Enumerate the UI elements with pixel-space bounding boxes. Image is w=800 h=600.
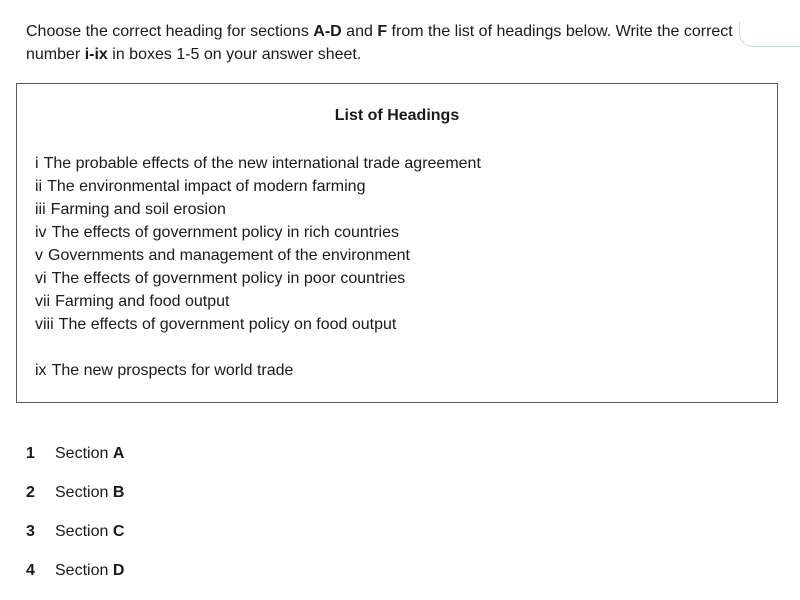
heading-text: Governments and management of the environment <box>48 247 410 264</box>
answer-section-letter: D <box>112 562 125 579</box>
heading-item <box>35 267 481 290</box>
headings-box-title: List of Headings <box>334 107 460 124</box>
answer-item <box>26 483 124 522</box>
heading-item <box>35 313 481 336</box>
heading-text: The new prospects for world trade <box>51 362 294 379</box>
answer-section-prefix: Section <box>55 484 113 501</box>
heading-text: Farming and soil erosion <box>50 201 226 218</box>
answer-section-prefix: Section <box>55 445 113 462</box>
heading-text: The effects of government policy on food output <box>58 316 397 333</box>
answer-section-letter: C <box>112 523 125 540</box>
answer-section-letter: A <box>112 445 125 462</box>
answer-item <box>26 522 124 561</box>
instructions-part-1: Choose the correct heading for sections <box>26 23 314 40</box>
headings-box <box>16 83 778 403</box>
heading-item <box>35 152 481 175</box>
heading-item <box>35 175 481 198</box>
heading-numeral: i <box>35 155 39 172</box>
page-corner-decoration <box>739 22 800 47</box>
heading-item <box>35 244 481 267</box>
heading-numeral: vi <box>35 270 47 287</box>
answer-section-prefix: Section <box>55 523 113 540</box>
heading-numeral: viii <box>35 316 54 333</box>
answer-number: 3 <box>26 523 35 540</box>
heading-numeral: ix <box>35 362 47 379</box>
heading-numeral: v <box>35 247 43 264</box>
heading-text: The environmental impact of modern farming <box>47 178 366 195</box>
heading-item <box>35 290 481 313</box>
answer-section-letter: B <box>112 484 125 501</box>
heading-numeral: iv <box>35 224 47 241</box>
instructions-part-2: and <box>341 23 378 40</box>
heading-item <box>35 221 481 244</box>
heading-numeral: vii <box>35 293 51 310</box>
instructions-sections-range: A-D <box>313 23 342 40</box>
answer-item <box>26 444 124 483</box>
answer-section-prefix: Section <box>55 562 113 579</box>
instructions-number-range: i-ix <box>84 46 108 63</box>
heading-text: The effects of government policy in rich countries <box>51 224 399 241</box>
headings-list <box>35 152 481 382</box>
heading-numeral: ii <box>35 178 43 195</box>
instructions-section-f: F <box>377 23 388 40</box>
answer-number: 2 <box>26 484 35 501</box>
heading-numeral: iii <box>35 201 46 218</box>
heading-item <box>35 198 481 221</box>
answer-number: 1 <box>26 445 35 462</box>
heading-text: The effects of government policy in poor countries <box>51 270 406 287</box>
instructions-part-4: in boxes 1-5 on your answer sheet. <box>107 46 362 63</box>
instructions-part-3: from the list of headings below. Write the correct number <box>26 23 733 63</box>
answer-list <box>26 444 124 600</box>
answer-item <box>26 561 124 600</box>
heading-item <box>35 359 481 382</box>
heading-text: The probable effects of the new international trade agreement <box>43 155 481 172</box>
instructions-text <box>26 20 746 66</box>
answer-number: 4 <box>26 562 35 579</box>
heading-text: Farming and food output <box>55 293 230 310</box>
